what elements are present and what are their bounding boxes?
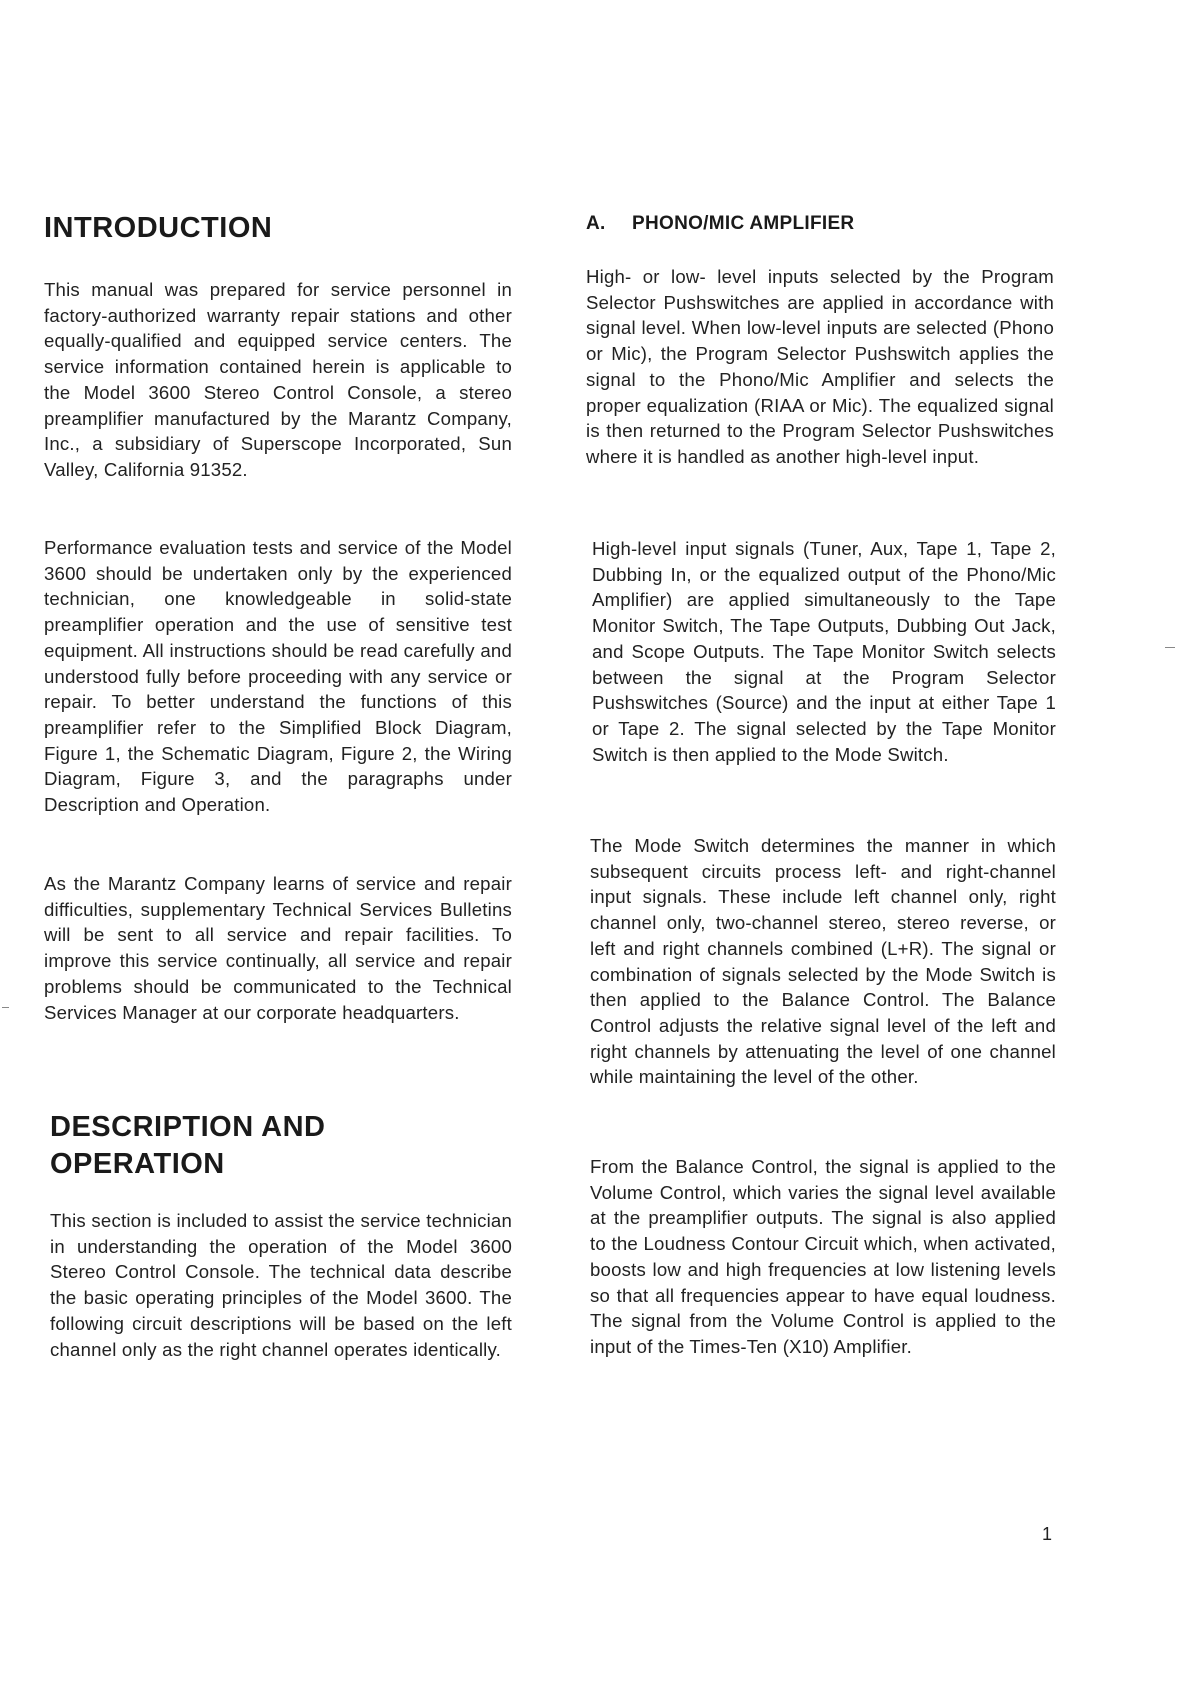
description-heading-line-2: OPERATION xyxy=(50,1148,225,1180)
section-a-paragraph-3: The Mode Switch determines the manner in which subsequent circuits process left- and right-channel input signals. These include left channel only, right channel only, two-channel stereo, stereo reverse, or left and right channels combined (L+R). The signal or combination of signals selected by the Mode Switch is then applied to the Balance Control. The Balance Control adjusts the relative signal level of the left and right channels by attenuating the level of one channel while maintaining the level of the other. xyxy=(590,835,1056,1088)
section-a-paragraph-2: High-level input signals (Tuner, Aux, Tape 1, Tape 2, Dubbing In, or the equalized output of the Phono/Mic Amplifier) are applied simultaneously to the Tape Monitor Switch, The Tape Outputs, Dubbing Out Jack, and Scope Outputs. The Tape Monitor Switch selects between the signal at the Program Selector Pushswitches (Source) and the input at either Tape 1 or Tape 2. The signal selected by the Tape Monitor Switch is then applied to the Mode Switch. xyxy=(592,538,1056,765)
margin-mark-right xyxy=(1165,647,1175,648)
page-number: 1 xyxy=(1042,1524,1053,1544)
intro-paragraph-1: This manual was prepared for service personnel in factory-authorized warranty repair stations and other equally-qualified and equipped service centers. The service information contained herein is applicable to the Model 3600 Stereo Control Console, a stereo preamplifier manufactured by the Marantz Company, Inc., a subsidiary of Superscope Incorporated, Sun Valley, California 91352. xyxy=(44,279,512,480)
description-heading-line-1: DESCRIPTION AND xyxy=(50,1111,326,1143)
section-a-paragraph-4: From the Balance Control, the signal is applied to the Volume Control, which varies the signal level available at the preamplifier outputs. The signal is also applied to the Loudness Contour Circuit which, when activated, boosts low and high frequencies at low listening levels so that all frequencies appear to have equal loudness. The signal from the Volume Control is applied to the input of the Times-Ten (X10) Amplifier. xyxy=(590,1156,1056,1357)
margin-mark-left xyxy=(2,1007,9,1008)
section-a-title: PHONO/MIC AMPLIFIER xyxy=(632,213,855,234)
section-a-paragraph-1: High- or low- level inputs selected by the Program Selector Pushswitches are applied in accordance with signal level. When low-level inputs are selected (Phono or Mic), the Program Selector Pushswitch applies the signal to the Phono/Mic Amplifier and selects the proper equalization (RIAA or Mic). The equalized signal is then returned to the Program Selector Pushswitches where it is handled as another high-level input. xyxy=(586,266,1054,467)
intro-paragraph-2: Performance evaluation tests and service of the Model 3600 should be undertaken only by the experienced technician, one knowledgeable in solid-state preamplifier operation and the use of sensitive test equipment. All instructions should be read carefully and understood fully before proceeding with any service or repair. To better understand the functions of this preamplifier refer to the Simplified Block Diagram, Figure 1, the Schematic Diagram, Figure 2, the Wiring Diagram, Figure 3, and the paragraphs under Description and Operation. xyxy=(44,537,512,816)
section-a-letter: A. xyxy=(586,213,606,234)
section-a-heading xyxy=(586,212,854,236)
description-paragraph-1: This section is included to assist the service technician in understanding the operation of the Model 3600 Stereo Control Console. The technical data describe the basic operating principles of the Model 3600. The following circuit descriptions will be based on the left channel only as the right channel operates identically. xyxy=(50,1210,512,1360)
intro-paragraph-3: As the Marantz Company learns of service and repair difficulties, supplementary Technical Services Bulletins will be sent to all service and repair facilities. To improve this service continually, all service and repair problems should be communicated to the Technical Services Manager at our corporate headquarters. xyxy=(44,873,512,1023)
introduction-heading: INTRODUCTION xyxy=(44,212,273,244)
